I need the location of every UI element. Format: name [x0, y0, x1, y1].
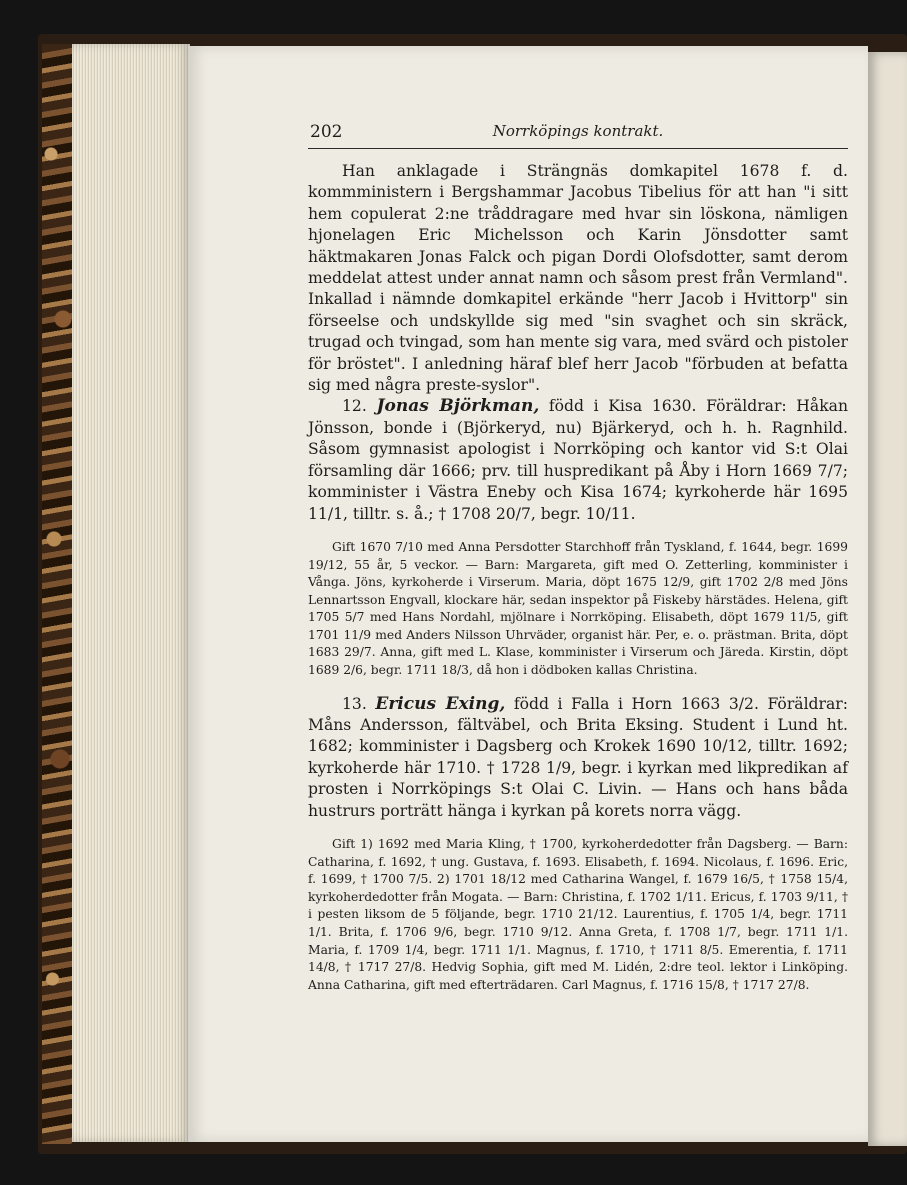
entry-name: Jonas Björkman,: [376, 396, 540, 417]
entry-13: [308, 694, 848, 822]
entry-number: 13.: [342, 694, 367, 713]
page-edges: [72, 44, 190, 1142]
page-content: [308, 118, 848, 994]
entry-13-notes: Gift 1) 1692 med Maria Kling, † 1700, kyrkoherdedotter från Dagsberg. — Barn: Catharina, f. 1692, † ung. Gustava, f. 1693. Elisabeth, f. 1694. Nicolaus, f. 1696. Eric, f. 1699, † 1700 7/5. 2) 1701 18/12 med Catharina Wangel, f. 1679 16/5, † 1758 15/4, kyrkoherdedotter från Mogata. — Barn: Christina, f. 1702 1/11. Ericus, f. 1703 9/11, † i pesten liksom de 5 följande, begr. 1710 21/12. Laurentius, f. 1705 1/4, begr. 1711 1/1. Brita, f. 1706 9/6, begr. 1710 9/12. Anna Greta, f. 1708 1/7, begr. 1711 1/1. Maria, f. 1709 1/4, begr. 1711 1/1. Magnus, f. 1710, † 1711 8/5. Emerentia, f. 1711 14/8, † 1717 27/8. Hedvig Sophia, gift med M. Lidén, 2:dre teol. lektor i Linköping. Anna Catharina, gift med efterträdaren. Carl Magnus, f. 1716 15/8, † 1717 27/8.: [308, 837, 848, 992]
entry-12-notes: Gift 1670 7/10 med Anna Persdotter Starchhoff från Tyskland, f. 1644, begr. 1699 19/12, 55 år, 5 veckor. — Barn: Margareta, gift med O. Zetterling, komminister i Vånga. Jöns, kyrkoherde i Virserum. Maria, döpt 1675 12/9, gift 1702 2/8 med Jöns Lennartsson Engvall, klockare här, sedan inspektor på Fiskeby härstädes. Helena, gift 1705 5/7 med Hans Nordahl, mjölnare i Norrköping. Elisabeth, döpt 1679 11/5, gift 1701 11/9 med Anders Nilsson Uhrväder, organist här. Per, e. o. prästman. Brita, döpt 1683 29/7. Anna, gift med L. Klase, komminister i Virserum och Järeda. Kirstin, döpt 1689 2/6, begr. 1711 18/3, då hon i dödboken kallas Christina.: [308, 539, 848, 678]
entry-number: 12.: [342, 397, 367, 416]
running-title: Norrköpings kontrakt.: [492, 122, 664, 140]
entry-text: född i Kisa 1630. Föräldrar: Håkan Jönsson, bonde i (Björkeryd, nu) Bjärkeryd, och h. h. Ragnhild. Såsom gymnasist apologist i Norrköping och kantor vid S:t Olai församling där 1666; prv. till huspredikant på Åby i Horn 1669 7/7; komminister i Västra Eneby och Kisa 1674; kyrkoherde här 1695 11/1, tilltr. s. å.; † 1708 20/7, begr. 10/11.: [308, 397, 848, 523]
paragraph-intro: Han anklagade i Strängnäs domkapitel 1678 f. d. kommministern i Bergshammar Jacobus Tibelius för att han "i sitt hem copulerat 2:ne tråddragare med hvar sin löskona, nämligen hjonelagen Eric Michelsson och Karin Jönsdotter samt häktmakaren Jonas Falck och pigan Dordi Olofsdotter, samt derom meddelat attest under annat namn och såsom prest från Vermland". Inkallad i nämnde domkapitel erkände "herr Jacob i Hvittorp" sin förseelse och undskyllde sig med "sin svaghet och sin skräck, trugad och tvingad, som han mente sig vara, med svärd och pistoler för bröstet". I anledning häraf blef herr Jacob "förbuden at befatta sig med några preste-syslor".: [308, 162, 848, 395]
marbled-edge: [42, 44, 72, 1144]
page-header: [308, 118, 848, 149]
page-number: 202: [310, 122, 343, 142]
facing-page: [868, 52, 907, 1146]
entry-12: [308, 396, 848, 524]
entry-text: född i Falla i Horn 1663 3/2. Föräldrar: Måns Andersson, fältväbel, och Brita Eksing. Student i Lund ht. 1682; komminister i Dagsberg och Krokek 1690 10/12, tilltr. 1692; kyrkoherde här 1710. † 1728 1/9, begr. i kyrkan med likpredikan af prosten i Norrköpings S:t Olai C. Livin. — Hans och hans båda hustrurs porträtt hänga i kyrkan på korets norra vägg.: [308, 694, 848, 820]
entry-name: Ericus Exing,: [375, 693, 506, 714]
